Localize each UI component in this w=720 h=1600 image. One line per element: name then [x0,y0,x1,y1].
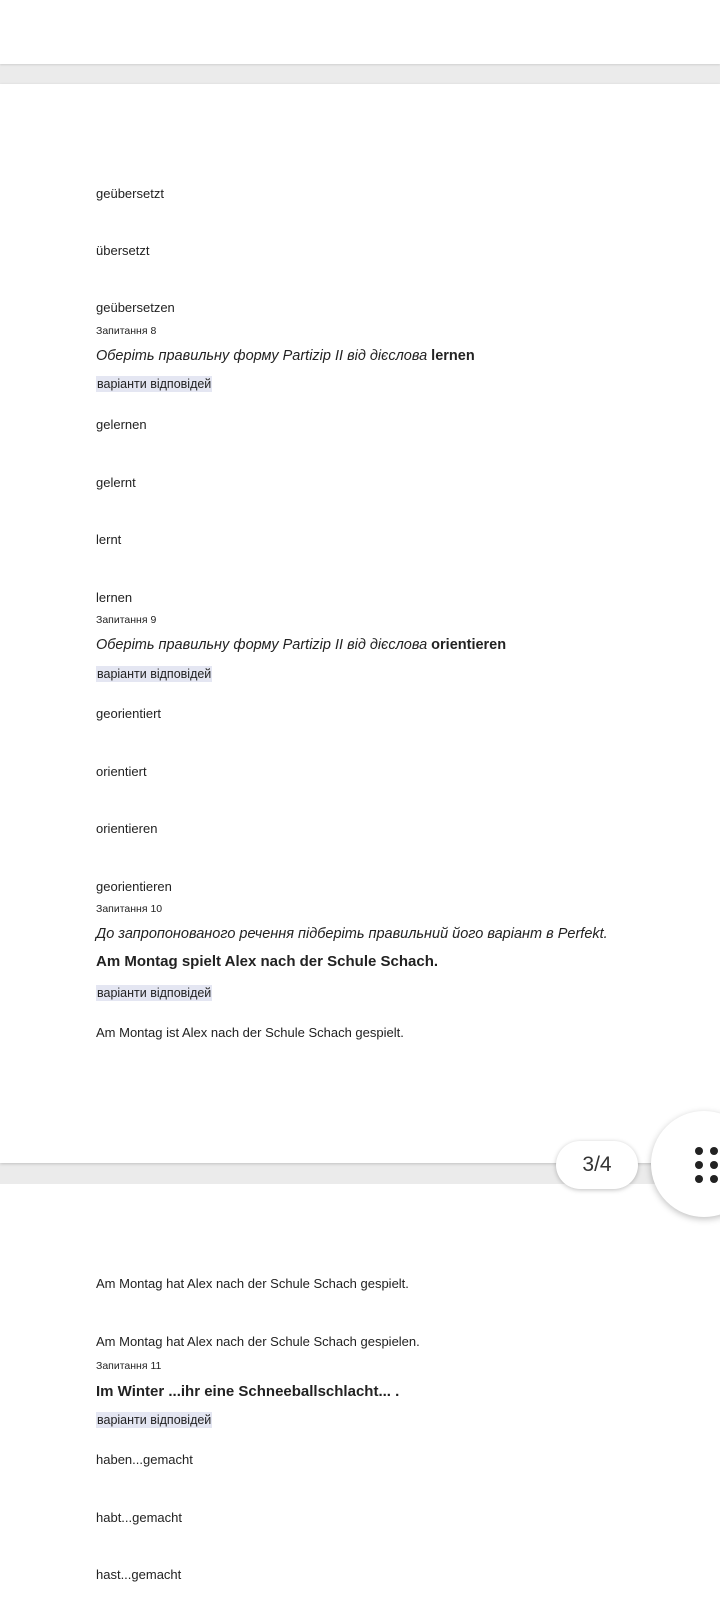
q8-question-italic: Оберіть правильну форму Partizip II від дієслова [96,348,432,364]
q10-question-italic: До запропонованого речення підберіть правильний його варіант в Perfekt. [96,926,608,942]
page-top-fragment [0,0,720,64]
q8-variants-wrap [96,375,212,393]
q10-option-2: Am Montag hat Alex nach der Schule Schach gespielt. [96,1276,409,1291]
q8-variants-label: варіанти відповідей [97,377,212,391]
q8-label: Запитання 8 [96,325,157,337]
q10-question [96,926,608,942]
document-page-4 [0,1184,720,1600]
q9-question-verb: orientieren [431,637,507,653]
q9-label: Запитання 9 [96,614,157,626]
q9-option-1: georientiert [96,706,162,721]
q8-question [96,348,475,364]
q9-option-4: georientieren [96,879,172,894]
q10-variants-wrap [96,984,212,1002]
q10-variants-label: варіанти відповідей [97,986,212,1000]
q9-option-2: orientiert [96,764,147,779]
q9-question-italic: Оберіть правильну форму Partizip II від дієслова [96,637,432,653]
q11-option-3: hast...gemacht [96,1567,182,1582]
q8-option-4: lernen [96,590,133,605]
q8-option-1: gelernen [96,417,147,432]
q9-variants-label: варіанти відповідей [97,667,212,681]
q10-sentence: Am Montag spielt Alex nach der Schule Schach. [96,953,439,970]
q8-option-2: gelernt [96,475,136,490]
q11-variants-wrap [96,1411,212,1429]
q9-variants-wrap [96,665,212,683]
grid-dots-icon [695,1147,719,1183]
q7-option-1: geübersetzt [96,186,164,201]
q8-option-3: lernt [96,532,122,547]
q7-option-2: übersetzt [96,243,150,258]
q11-option-2: habt...gemacht [96,1510,182,1525]
q11-variants-label: варіанти відповідей [97,1413,212,1427]
q7-option-3: geübersetzen [96,300,175,315]
q9-option-3: orientieren [96,821,158,836]
q11-label: Запитання 11 [96,1360,162,1372]
q11-question: Im Winter ...ihr eine Schneeballschlacht... . [96,1383,400,1400]
page-counter: 3/4 [556,1141,638,1189]
q8-question-verb: lernen [431,348,475,364]
document-page-3 [0,84,720,1163]
q10-option-3: Am Montag hat Alex nach der Schule Schach gespielen. [96,1334,420,1349]
q10-option-1: Am Montag ist Alex nach der Schule Schach gespielt. [96,1025,404,1040]
q9-question [96,637,506,653]
q11-option-1: haben...gemacht [96,1452,193,1467]
q10-label: Запитання 10 [96,903,163,915]
